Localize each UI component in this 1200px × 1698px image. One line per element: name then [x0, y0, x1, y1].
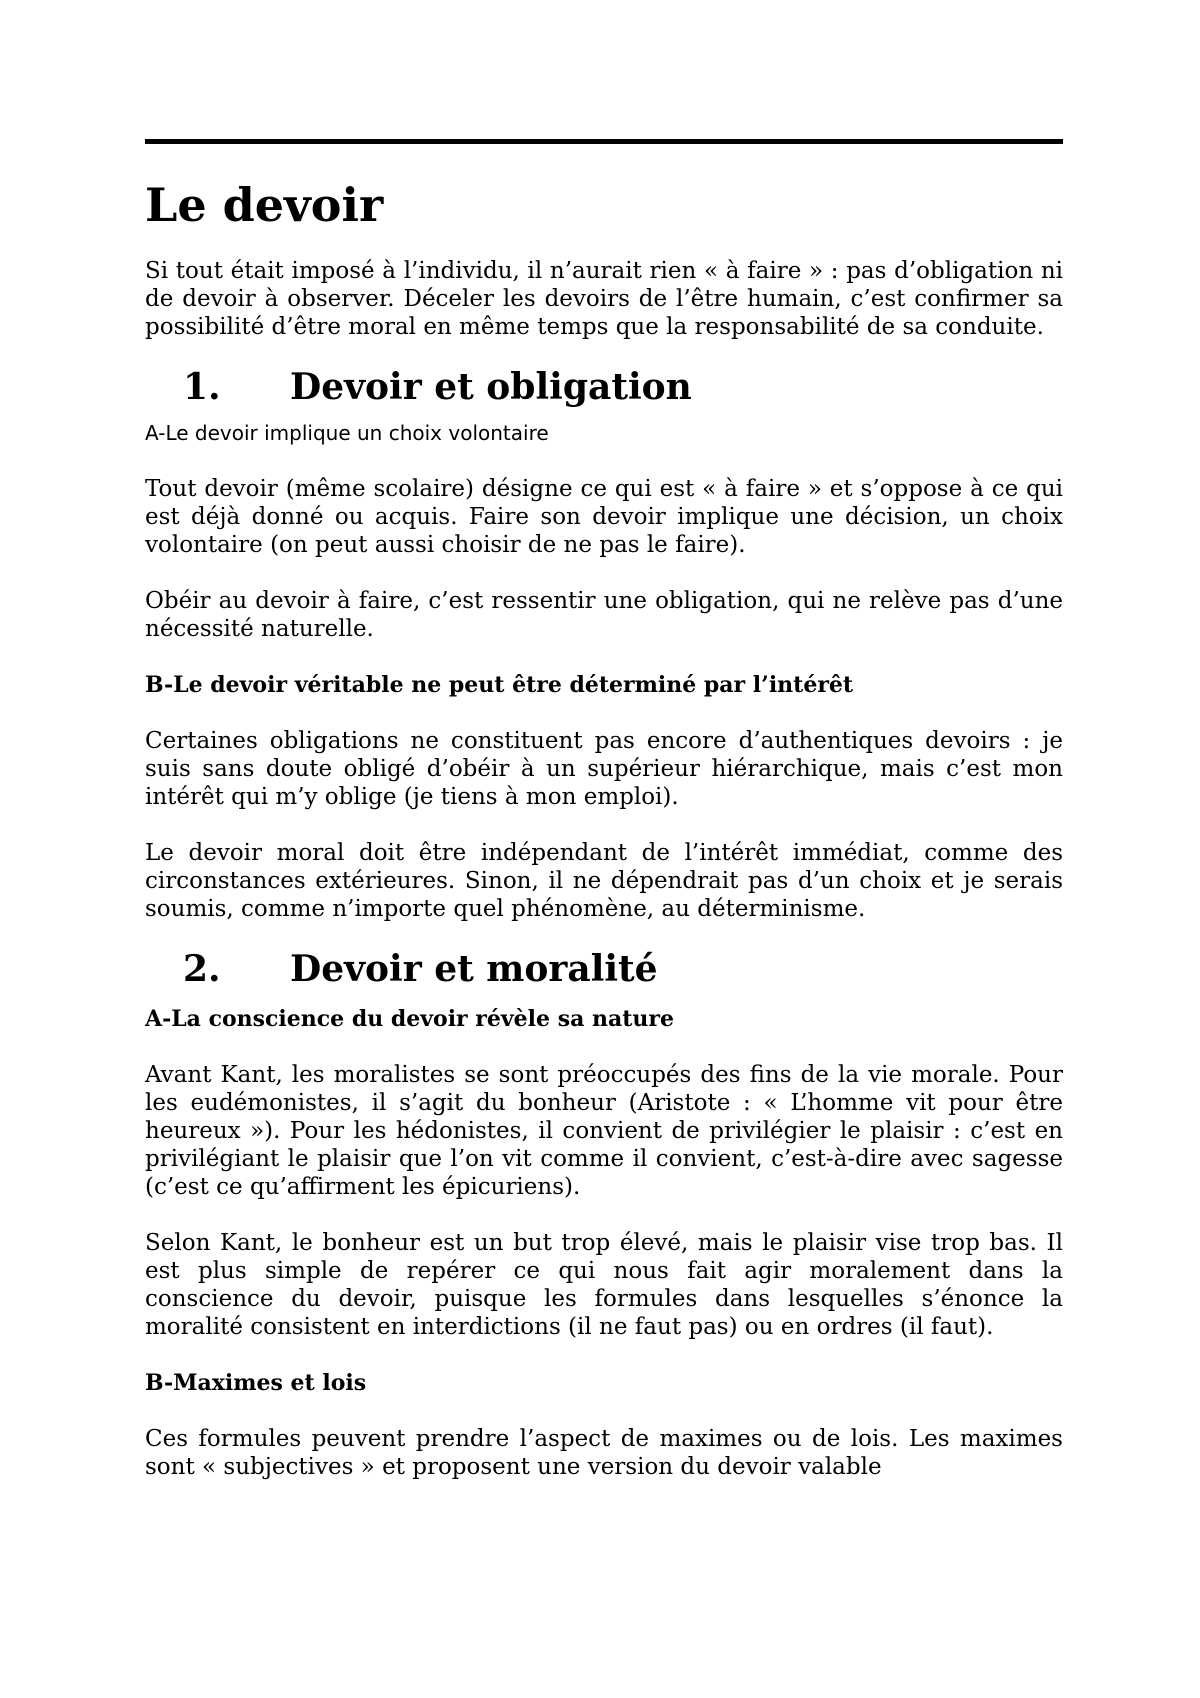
- section-2-sub-a: A-La conscience du devoir révèle sa nature: [145, 1006, 674, 1032]
- section-2-title: Devoir et moralité: [290, 948, 658, 990]
- section-2-paragraph-2: Selon Kant, le bonheur est un but trop élevé, mais le plaisir vise trop bas. Il est plus simple de repérer ce qui nous fait agir moralement dans la conscience du devoir, puisque les formules dans lesquelles s’énonce la moralité consistent en interdictions (il ne faut pas) ou en ordres (il faut).: [145, 1230, 1063, 1340]
- section-1-number: 1.: [183, 366, 221, 408]
- section-2-paragraph-3: Ces formules peuvent prendre l’aspect de maximes ou de lois. Les maximes sont « subjectives » et proposent une version du devoir valable: [145, 1426, 1063, 1480]
- section-2-sub-b: B-Maximes et lois: [145, 1370, 367, 1396]
- intro-paragraph: Si tout était imposé à l’individu, il n’aurait rien « à faire » : pas d’obligation ni de devoir à observer. Déceler les devoirs de l’être humain, c’est confirmer sa possibilité d’être moral en même temps que la responsabilité de sa conduite.: [145, 258, 1063, 340]
- section-1-paragraph-3: Certaines obligations ne constituent pas encore d’authentiques devoirs : je suis sans doute obligé d’obéir à un supérieur hiérarchique, mais c’est mon intérêt qui m’y oblige (je tiens à mon emploi).: [145, 728, 1063, 810]
- section-1-sub-a: A-Le devoir implique un choix volontaire: [145, 421, 549, 445]
- section-1-heading: [145, 365, 1063, 409]
- section-2-number: 2.: [183, 948, 221, 990]
- page-title: Le devoir: [145, 178, 384, 232]
- section-1-paragraph-4: Le devoir moral doit être indépendant de l’intérêt immédiat, comme des circonstances extérieures. Sinon, il ne dépendrait pas d’un choix et je serais soumis, comme n’importe quel phénomène, au déterminisme.: [145, 840, 1063, 922]
- section-1-paragraph-2: Obéir au devoir à faire, c’est ressentir une obligation, qui ne relève pas d’une nécessité naturelle.: [145, 588, 1063, 642]
- section-1-title: Devoir et obligation: [290, 366, 692, 408]
- section-1-sub-b: B-Le devoir véritable ne peut être déterminé par l’intérêt: [145, 672, 854, 698]
- section-2-paragraph-1: Avant Kant, les moralistes se sont préoccupés des fins de la vie morale. Pour les eudémonistes, il s’agit du bonheur (Aristote : « L’homme vit pour être heureux »). Pour les hédonistes, il convient de privilégier le plaisir : c’est en privilégiant le plaisir que l’on vit comme il convient, c’est-à-dire avec sagesse (c’est ce qu’affirment les épicuriens).: [145, 1062, 1063, 1200]
- section-1-paragraph-1: Tout devoir (même scolaire) désigne ce qui est « à faire » et s’oppose à ce qui est déjà donné ou acquis. Faire son devoir implique une décision, un choix volontaire (on peut aussi choisir de ne pas le faire).: [145, 476, 1063, 558]
- top-rule: [145, 139, 1063, 144]
- document-page: [145, 139, 1063, 1481]
- section-2-heading: [145, 947, 1063, 991]
